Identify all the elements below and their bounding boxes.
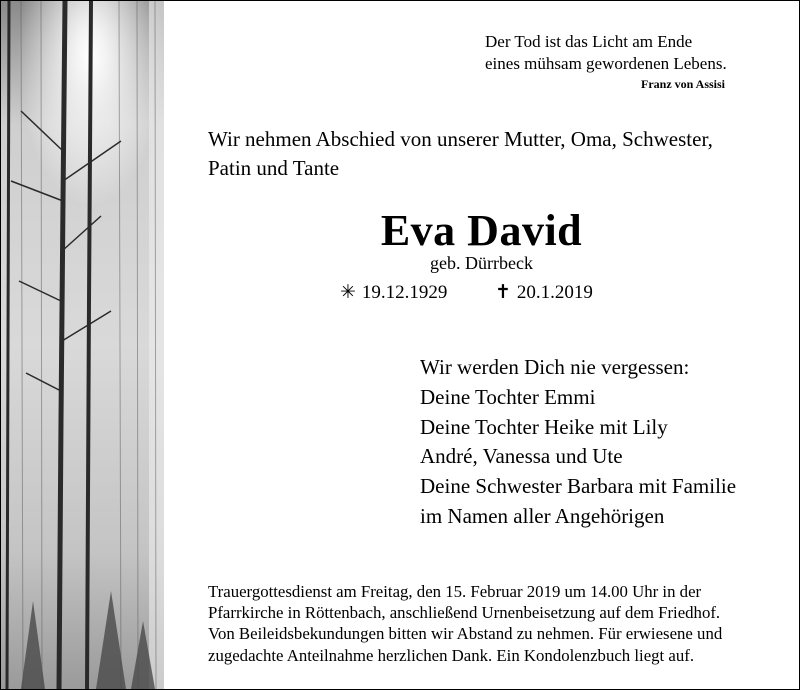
funeral-line: Von Beileidsbekundungen bitten wir Abstand zu nehmen. Für erwiesene und xyxy=(208,624,723,644)
mourner-line: Deine Schwester Barbara mit Familie xyxy=(420,474,737,499)
intro-line: Wir nehmen Abschied von unserer Mutter, Oma, Schwester, xyxy=(208,127,713,151)
quote-author: Franz von Assisi xyxy=(641,77,726,91)
death-date xyxy=(495,281,593,304)
mourners-list xyxy=(420,353,736,532)
forest-photo xyxy=(1,1,164,689)
mourner-line: Deine Tochter Emmi xyxy=(420,384,596,409)
birth-star-icon: ✳ xyxy=(340,282,356,303)
mourner-line: André, Vanessa und Ute xyxy=(420,444,623,469)
funeral-line: Trauergottesdienst am Freitag, den 15. Februar 2019 um 14.00 Uhr in der xyxy=(208,582,702,601)
birth-date-value: 19.12.1929 xyxy=(361,282,448,303)
funeral-info xyxy=(208,581,768,666)
cross-icon: ✝ xyxy=(495,282,511,303)
mourner-line: Wir werden Dich nie vergessen: xyxy=(420,355,690,379)
funeral-line: Pfarrkirche in Röttenbach, anschließend Urnenbeisetzung auf dem Friedhof. xyxy=(208,603,721,623)
quote-line: eines mühsam gewordenen Lebens. xyxy=(485,54,727,73)
quote xyxy=(485,31,747,75)
deceased-name: Eva David xyxy=(380,206,583,255)
mourner-line: im Namen aller Angehörigen xyxy=(420,503,665,528)
maiden-name: geb. Dürrbeck xyxy=(430,253,533,273)
quote-line: Der Tod ist das Licht am Ende xyxy=(485,32,693,51)
funeral-line: zugedachte Anteilnahme herzlichen Dank. Ein Kondolenzbuch liegt auf. xyxy=(208,645,695,665)
death-date-value: 20.1.2019 xyxy=(516,282,593,303)
mourner-line: Deine Tochter Heike mit Lily xyxy=(420,414,668,439)
intro-line: Patin und Tante xyxy=(208,156,340,180)
intro-text xyxy=(208,125,768,183)
birth-date xyxy=(340,281,447,304)
